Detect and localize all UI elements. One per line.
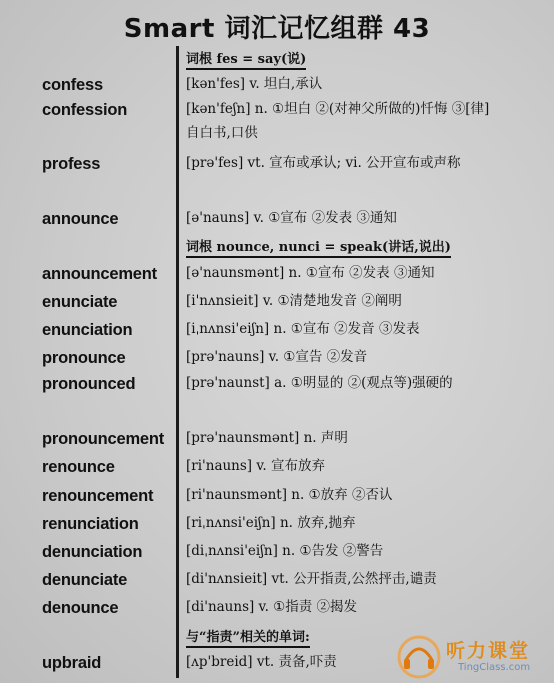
entry-word: upbraid — [42, 654, 102, 672]
entry-definition: [diˌnʌnsi'eiʃn] n. ①告发 ②警告 — [186, 543, 384, 559]
entry-word: renunciation — [42, 515, 139, 533]
tingclass-logo — [396, 634, 546, 680]
entry-definition: [kən'fes] v. 坦白,承认 — [186, 76, 323, 92]
entry-word: enunciate — [42, 293, 118, 311]
entry-definition: [di'nauns] v. ①指责 ②揭发 — [186, 599, 358, 615]
page-title: Smart 词汇记忆组群 43 — [123, 14, 431, 44]
entry-word: profess — [42, 155, 101, 173]
entry-definition: [ʌp'breid] vt. 责备,吓责 — [186, 654, 337, 670]
entry-definition: [ə'nauns] v. ①宣布 ②发表 ③通知 — [186, 210, 397, 226]
entry-word: confess — [42, 76, 103, 94]
entry-word: pronounced — [42, 375, 136, 393]
logo-text: 听力课堂 — [446, 640, 531, 662]
entry-word: renouncement — [42, 487, 154, 505]
entry-word: renounce — [42, 458, 115, 476]
entry-definition: [prə'naunst] a. ①明显的 ②(观点等)强硬的 — [186, 375, 453, 391]
entry-definition: [prə'nauns] v. ①宣告 ②发音 — [186, 349, 368, 365]
root-header-nounce: 词根 nounce, nunci = speak(讲话,说出) — [186, 236, 451, 258]
entry-definition: [ə'naunsmənt] n. ①宣布 ②发表 ③通知 — [186, 265, 435, 281]
entry-definition: [iˌnʌnsi'eiʃn] n. ①宣布 ②发音 ③发表 — [186, 321, 420, 337]
entry-definition: [prə'fes] vt. 宣布或承认; vi. 公开宣布或声称 — [186, 155, 461, 171]
entry-word: pronouncement — [42, 430, 165, 448]
headphones-logo-icon — [396, 634, 442, 680]
entry-definition: [kən'feʃn] n. ①坦白 ②(对神父所做的)忏悔 ③[律]自白书,口供 — [186, 101, 490, 141]
entry-word: enunciation — [42, 321, 133, 339]
entry-word: pronounce — [42, 349, 126, 367]
entry-definition: [i'nʌnsieit] v. ①清楚地发音 ②阐明 — [186, 293, 402, 309]
entry-word: denunciate — [42, 571, 128, 589]
entry-definition: [prə'naunsmənt] n. 声明 — [186, 430, 348, 446]
entry-word: confession — [42, 101, 128, 119]
entry-definition: [riˌnʌnsi'eiʃn] n. 放弃,抛弃 — [186, 515, 356, 531]
entry-word: announce — [42, 210, 119, 228]
root-header-blame: 与“指责”相关的单词: — [186, 626, 310, 648]
entry-word: denounce — [42, 599, 119, 617]
logo-url: TingClass.com — [458, 662, 531, 673]
entry-definition: [ri'naunsmənt] n. ①放弃 ②否认 — [186, 487, 393, 503]
root-header-fes: 词根 fes = say(说) — [186, 48, 306, 70]
entry-word: denunciation — [42, 543, 143, 561]
entry-definition: [di'nʌnsieit] vt. 公开指责,公然抨击,谴责 — [186, 571, 437, 587]
column-divider — [176, 46, 179, 678]
entry-definition: [ri'nauns] v. 宣布放弃 — [186, 458, 325, 474]
entry-word: announcement — [42, 265, 157, 283]
